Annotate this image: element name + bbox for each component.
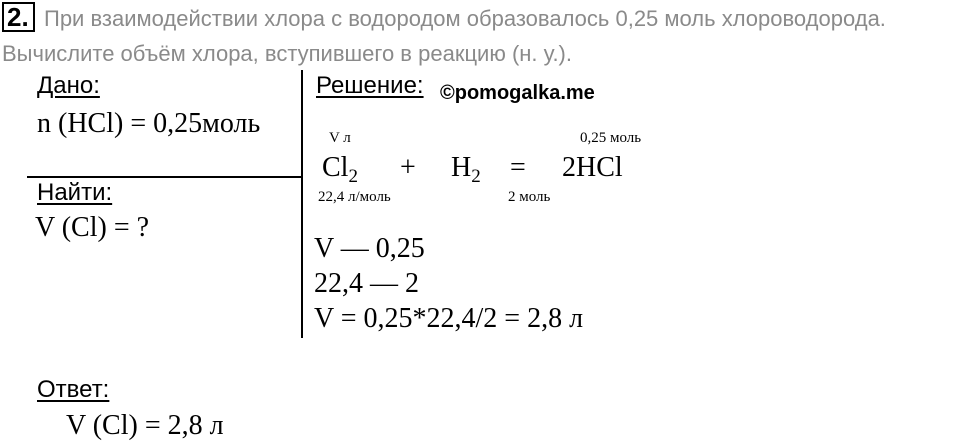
watermark: ©pomogalka.me	[440, 82, 595, 104]
given-heading: Дано:	[37, 72, 100, 99]
answer-value: V (Cl) = 2,8 л	[66, 410, 224, 441]
solution-heading: Решение:	[316, 72, 424, 99]
table-horizontal-divider	[27, 176, 302, 178]
find-value: V (Cl) = ?	[35, 212, 150, 243]
label-below-h: 2 моль	[508, 189, 551, 205]
task-number: 2.	[7, 2, 29, 32]
label-below-cl: 22,4 л/моль	[318, 189, 391, 205]
task-text-line-1: При взаимодействии хлора с водородом образовалось 0,25 моль хлороводорода.	[44, 6, 886, 31]
formula-cl2	[322, 152, 358, 187]
answer-heading: Ответ:	[37, 376, 110, 403]
h-subscript: 2	[471, 166, 481, 187]
given-value: n (HCl) = 0,25моль	[37, 108, 261, 139]
equals-sign: =	[510, 152, 526, 183]
h-symbol: H	[451, 152, 472, 183]
formula-2hcl: 2HCl	[562, 152, 623, 183]
table-vertical-divider	[301, 70, 303, 338]
task-number-box	[2, 2, 35, 32]
calculation-line: V = 0,25*22,4/2 = 2,8 л	[314, 303, 584, 334]
formula-h2	[451, 152, 481, 187]
label-above-hcl: 0,25 моль	[580, 130, 642, 146]
cl-subscript: 2	[348, 166, 358, 187]
plus-sign: +	[400, 152, 416, 183]
find-heading: Найти:	[37, 179, 113, 206]
proportion-line-1: V — 0,25	[314, 233, 425, 264]
label-above-cl: V л	[329, 130, 351, 146]
proportion-line-2: 22,4 — 2	[314, 268, 419, 299]
task-text-line-2: Вычислите объём хлора, вступившего в реакцию (н. у.).	[2, 41, 572, 66]
cl-symbol: Cl	[322, 152, 349, 183]
